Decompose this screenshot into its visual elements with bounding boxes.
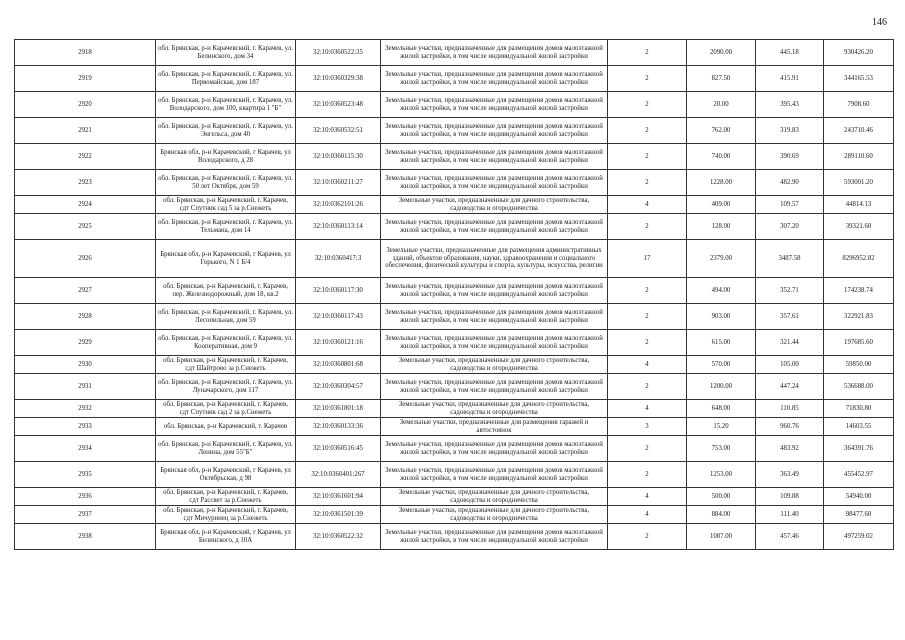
table-row [15,436,894,462]
address-cell: обл. Брянская, р-н Карачевский, г. Карачев, ул. Первомайская, дом 187 [156,66,296,92]
cadastral-value-cell: 364391.76 [824,436,894,462]
cadastral-value-cell: 39321.60 [824,214,894,240]
cadastral-value-cell: 536688.00 [824,374,894,400]
row-number: 2931 [15,374,156,400]
row-number: 2924 [15,196,156,214]
table-row [15,330,894,356]
land-use-cell: Земельные участки, предназначенные для дачного строительства, садоводства и огородничества [381,488,608,506]
specific-value-cell: 321.44 [756,330,824,356]
row-number: 2935 [15,462,156,488]
land-use-cell: Земельные участки, предназначенные для дачного строительства, садоводства и огородничества [381,356,608,374]
specific-value-cell: 363.49 [756,462,824,488]
cadastral-number-cell: 32:10:0361601:94 [296,488,381,506]
land-use-cell: Земельные участки, предназначенные для размещения домов малоэтажной жилой застройки, в том числе индивидуальной жилой застройки [381,436,608,462]
area-cell: 20.00 [687,92,756,118]
group-cell: 2 [608,40,687,66]
table-row [15,278,894,304]
specific-value-cell: 307.20 [756,214,824,240]
row-number: 2923 [15,170,156,196]
area-cell: 615.00 [687,330,756,356]
area-cell: 2379.00 [687,240,756,278]
table-row [15,170,894,196]
group-cell: 2 [608,118,687,144]
row-number: 2921 [15,118,156,144]
table-row [15,118,894,144]
specific-value-cell: 3487.58 [756,240,824,278]
row-number: 2926 [15,240,156,278]
group-cell: 2 [608,66,687,92]
cadastral-value-cell: 54940.00 [824,488,894,506]
address-cell: обл. Брянская, р-н Карачевский, г. Карачев, ул. Кооперативная, дом 9 [156,330,296,356]
table-body [15,40,894,550]
group-cell: 2 [608,304,687,330]
area-cell: 494.00 [687,278,756,304]
group-cell: 4 [608,196,687,214]
page-number: 146 [872,17,887,28]
row-number: 2919 [15,66,156,92]
cadastral-number-cell: 32:10:0360801:68 [296,356,381,374]
land-use-cell: Земельные участки, предназначенные для размещения домов малоэтажной жилой застройки, в том числе индивидуальной жилой застройки [381,40,608,66]
address-cell: обл. Брянская, р-н Карачевский, г. Карачев, ул. Белинского, дом 34 [156,40,296,66]
specific-value-cell: 415.91 [756,66,824,92]
group-cell: 4 [608,400,687,418]
group-cell: 4 [608,506,687,524]
row-number: 2936 [15,488,156,506]
area-cell: 500.00 [687,488,756,506]
land-use-cell: Земельные участки, предназначенные для размещения гаражей и автостоянок [381,418,608,436]
cadastral-value-cell: 14603.55 [824,418,894,436]
address-cell: обл. Брянская, р-н Карачевский, г. Карачев, сдт Шайтрово за р.Снежеть [156,356,296,374]
address-cell: обл. Брянская, р-н Карачевский, г. Карачев, ул. 50 лет Октября, дом 59 [156,170,296,196]
table-row [15,400,894,418]
table-row [15,488,894,506]
row-number: 2925 [15,214,156,240]
address-cell: Брянская обл, р-н Карачевский, г Карачев, ул Володарского, д 28 [156,144,296,170]
cadastral-value-cell: 71830.80 [824,400,894,418]
group-cell: 2 [608,524,687,550]
cadastral-number-cell: 32:10:0360522:35 [296,40,381,66]
address-cell: Брянская обл, р-н Карачевский, г Карачев, ул Горького, N 1 Б/4 [156,240,296,278]
table-row [15,144,894,170]
area-cell: 409.00 [687,196,756,214]
cadastral-number-cell: 32:10:0361501:39 [296,506,381,524]
row-number: 2933 [15,418,156,436]
specific-value-cell: 457.46 [756,524,824,550]
cadastral-number-cell: 32:10:0360304:57 [296,374,381,400]
cadastral-number-cell: 32:10:0360113:14 [296,214,381,240]
row-number: 2937 [15,506,156,524]
table-row [15,214,894,240]
cadastral-value-cell: 593001.20 [824,170,894,196]
group-cell: 3 [608,418,687,436]
address-cell: обл. Брянская, р-н Карачевский, г. Карачев, ул. Лесопильная, дом 59 [156,304,296,330]
cadastral-value-cell: 289110.60 [824,144,894,170]
specific-value-cell: 111.40 [756,506,824,524]
land-use-cell: Земельные участки, предназначенные для размещения домов малоэтажной жилой застройки, в том числе индивидуальной жилой застройки [381,330,608,356]
cadastral-value-cell: 7908.60 [824,92,894,118]
address-cell: обл. Брянская, р-н Карачевский, г. Карачев, сдт Спутник сад 2 за р.Снежеть [156,400,296,418]
table-row [15,462,894,488]
group-cell: 2 [608,374,687,400]
cadastral-number-cell: 32:10:0360117:43 [296,304,381,330]
address-cell: обл. Брянская, р-н Карачевский, г. Карачев, пер. Железнодорожный, дом 18, кв.2 [156,278,296,304]
specific-value-cell: 483.92 [756,436,824,462]
specific-value-cell: 390.69 [756,144,824,170]
table-row [15,304,894,330]
cadastral-value-cell: 8296952.82 [824,240,894,278]
area-cell: 1253.00 [687,462,756,488]
specific-value-cell: 352.71 [756,278,824,304]
group-cell: 2 [608,170,687,196]
land-use-cell: Земельные участки, предназначенные для размещения домов малоэтажной жилой застройки, в том числе индивидуальной жилой застройки [381,144,608,170]
area-cell: 740.00 [687,144,756,170]
row-number: 2932 [15,400,156,418]
area-cell: 903.00 [687,304,756,330]
land-use-cell: Земельные участки, предназначенные для размещения домов малоэтажной жилой застройки, в том числе индивидуальной жилой застройки [381,92,608,118]
address-cell: обл. Брянская, р-н Карачевский, г. Карачев, сдт Мичуринец за р.Снежеть [156,506,296,524]
cadastral-number-cell: 32:10:0360522:32 [296,524,381,550]
address-cell: Брянская обл, р-н Карачевский, г Карачев, ул Октябрьская, д 98 [156,462,296,488]
table-row [15,356,894,374]
land-use-cell: Земельные участки, предназначенные для размещения домов малоэтажной жилой застройки, в том числе индивидуальной жилой застройки [381,118,608,144]
row-number: 2920 [15,92,156,118]
specific-value-cell: 110.85 [756,400,824,418]
land-use-cell: Земельные участки, предназначенные для дачного строительства, садоводства и огородничества [381,506,608,524]
address-cell: обл. Брянская, р-н Карачевский, г. Карачев, ул. Энгельса, дом 40 [156,118,296,144]
area-cell: 753.00 [687,436,756,462]
specific-value-cell: 105.00 [756,356,824,374]
address-cell: Брянская обл, р-н Карачевский, г Карачев, ул Белинского, д 10А [156,524,296,550]
land-use-cell: Земельные участки, предназначенные для размещения домов малоэтажной жилой застройки, в том числе индивидуальной жилой застройки [381,170,608,196]
cadastral-number-cell: 32:10:0360121:16 [296,330,381,356]
table-row [15,196,894,214]
group-cell: 2 [608,278,687,304]
specific-value-cell: 395.43 [756,92,824,118]
row-number: 2918 [15,40,156,66]
cadastral-number-cell: 32:10:0360516:45 [296,436,381,462]
group-cell: 17 [608,240,687,278]
land-use-cell: Земельные участки, предназначенные для размещения домов малоэтажной жилой застройки, в том числе индивидуальной жилой застройки [381,374,608,400]
area-cell: 1200.00 [687,374,756,400]
group-cell: 4 [608,488,687,506]
cadastral-number-cell: 32:10:0360133:36 [296,418,381,436]
cadastral-number-cell: 32:10:0362101:26 [296,196,381,214]
cadastral-number-cell: 32:10:0361801:18 [296,400,381,418]
group-cell: 2 [608,436,687,462]
area-cell: 884.00 [687,506,756,524]
group-cell: 2 [608,214,687,240]
cadastral-value-cell: 344165.53 [824,66,894,92]
land-use-cell: Земельные участки, предназначенные для дачного строительства, садоводства и огородничества [381,196,608,214]
cadastral-value-cell: 455452.97 [824,462,894,488]
table-row [15,240,894,278]
row-number: 2928 [15,304,156,330]
table-row [15,506,894,524]
row-number: 2927 [15,278,156,304]
specific-value-cell: 357.61 [756,304,824,330]
area-cell: 570.00 [687,356,756,374]
cadastral-value-cell: 243710.46 [824,118,894,144]
area-cell: 15.20 [687,418,756,436]
cadastral-number-cell: 32:10:0360401:267 [296,462,381,488]
row-number: 2934 [15,436,156,462]
cadastral-number-cell: 32:10:0360532:51 [296,118,381,144]
group-cell: 2 [608,330,687,356]
specific-value-cell: 319.83 [756,118,824,144]
address-cell: обл. Брянская, р-н Карачевский, г. Карачев, сдт Спутник сад 5 за р.Снежеть [156,196,296,214]
table-row [15,66,894,92]
address-cell: обл. Брянская, р-н Карачевский, г. Карачев, сдт Рассвет за р.Снежеть [156,488,296,506]
group-cell: 2 [608,462,687,488]
cadastral-value-cell: 174238.74 [824,278,894,304]
specific-value-cell: 109.57 [756,196,824,214]
area-cell: 762.00 [687,118,756,144]
row-number: 2930 [15,356,156,374]
cadastral-number-cell: 32:10:0360211:27 [296,170,381,196]
area-cell: 1087.00 [687,524,756,550]
address-cell: обл. Брянская, р-н Карачевский, г. Карачев, ул. Тельмана, дом 14 [156,214,296,240]
cadastral-number-cell: 32:10:0360115:30 [296,144,381,170]
cadastral-number-cell: 32:10:0360523:48 [296,92,381,118]
table-row [15,40,894,66]
cadastral-value-cell: 930426.20 [824,40,894,66]
specific-value-cell: 960.76 [756,418,824,436]
specific-value-cell: 482.90 [756,170,824,196]
row-number: 2922 [15,144,156,170]
cadastral-number-cell: 32:10:0360117:30 [296,278,381,304]
table-row [15,524,894,550]
specific-value-cell: 109.88 [756,488,824,506]
group-cell: 2 [608,92,687,118]
address-cell: обл. Брянская, р-н Карачевский, г. Карачев, ул. Луначарского, дом 117 [156,374,296,400]
cadastral-number-cell: 32:10:0360417:3 [296,240,381,278]
row-number: 2938 [15,524,156,550]
address-cell: обл. Брянская, р-н Карачевский, г. Карачев [156,418,296,436]
address-cell: обл. Брянская, р-н Карачевский, г. Карачев, ул. Ленина, дом 55"Б" [156,436,296,462]
cadastral-value-cell: 497259.02 [824,524,894,550]
land-use-cell: Земельные участки, предназначенные для размещения домов малоэтажной жилой застройки, в том числе индивидуальной жилой застройки [381,278,608,304]
specific-value-cell: 447.24 [756,374,824,400]
cadastral-value-cell: 59850.00 [824,356,894,374]
land-use-cell: Земельные участки, предназначенные для размещения домов малоэтажной жилой застройки, в том числе индивидуальной жилой застройки [381,524,608,550]
row-number: 2929 [15,330,156,356]
cadastral-number-cell: 32:10:0360329:38 [296,66,381,92]
area-cell: 648.00 [687,400,756,418]
area-cell: 2090.00 [687,40,756,66]
cadastral-value-cell: 44814.13 [824,196,894,214]
table-row [15,418,894,436]
land-use-cell: Земельные участки, предназначенные для размещения домов малоэтажной жилой застройки, в том числе индивидуальной жилой застройки [381,462,608,488]
area-cell: 1228.00 [687,170,756,196]
land-use-cell: Земельные участки, предназначенные для размещения домов малоэтажной жилой застройки, в том числе индивидуальной жилой застройки [381,214,608,240]
table-row [15,374,894,400]
group-cell: 4 [608,356,687,374]
address-cell: обл. Брянская, р-н Карачевский, г. Карачев, ул. Володарского, дом 100, квартира 1 "Б" [156,92,296,118]
group-cell: 2 [608,144,687,170]
land-use-cell: Земельные участки, предназначенные для дачного строительства, садоводства и огородничества [381,400,608,418]
land-use-cell: Земельные участки, предназначенные для размещения административных зданий, объектов образования, науки, здравоохранения и социального обеспечения, физической культуры и спорта, культуры, искусства, религии [381,240,608,278]
area-cell: 128.00 [687,214,756,240]
cadastral-value-cell: 98477.60 [824,506,894,524]
land-registry-table [14,39,894,550]
area-cell: 827.50 [687,66,756,92]
land-use-cell: Земельные участки, предназначенные для размещения домов малоэтажной жилой застройки, в том числе индивидуальной жилой застройки [381,66,608,92]
land-use-cell: Земельные участки, предназначенные для размещения домов малоэтажной жилой застройки, в том числе индивидуальной жилой застройки [381,304,608,330]
cadastral-value-cell: 322921.83 [824,304,894,330]
specific-value-cell: 445.18 [756,40,824,66]
cadastral-value-cell: 197685.60 [824,330,894,356]
table-row [15,92,894,118]
